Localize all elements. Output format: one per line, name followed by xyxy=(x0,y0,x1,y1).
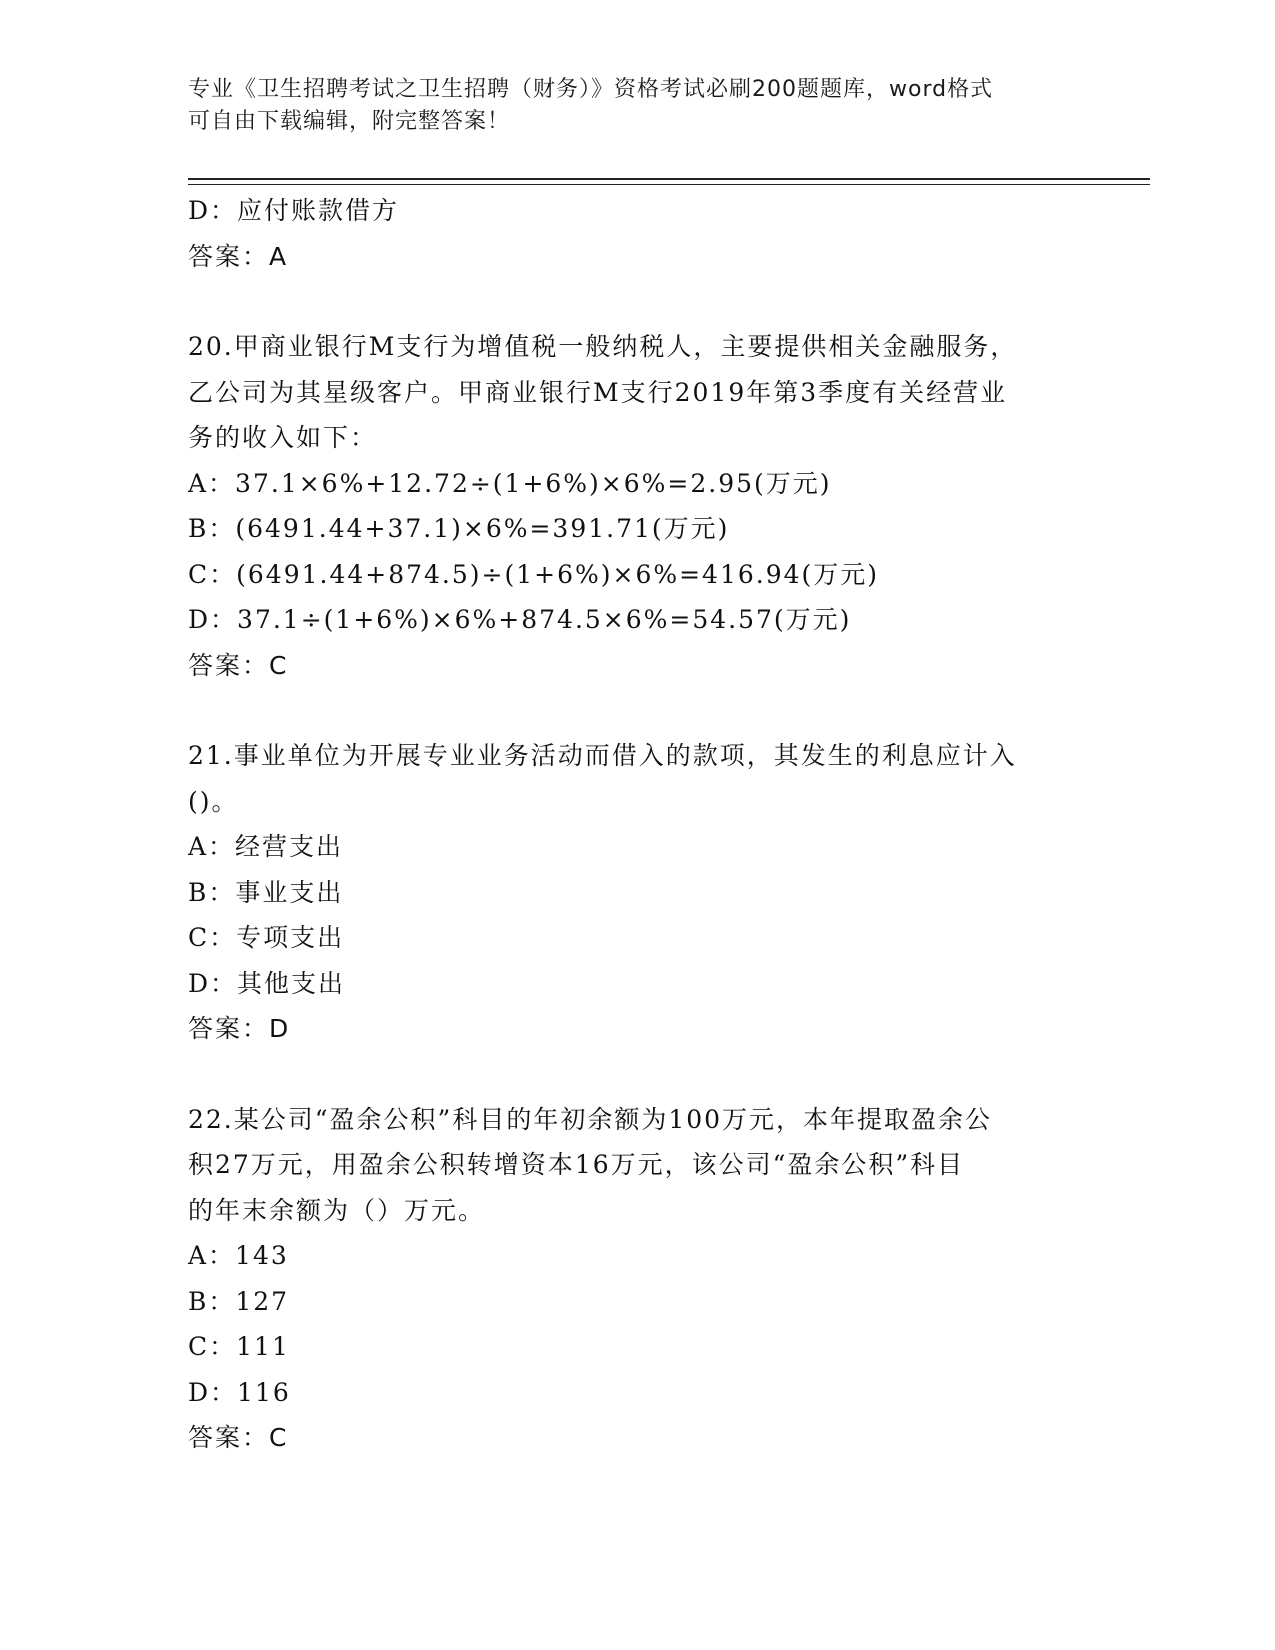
page-header xyxy=(188,74,1068,138)
answer-line: 答案：C xyxy=(188,1423,289,1452)
question-21 xyxy=(188,733,1078,1052)
answer-line: 答案：C xyxy=(188,650,289,680)
option-c: C：111 xyxy=(188,1332,290,1361)
option-d: D：116 xyxy=(188,1377,291,1407)
header-title-line-1: 专业《卫生招聘考试之卫生招聘（财务）》资格考试必刷200题题库，word格式 xyxy=(188,77,994,102)
question-stem: 20.甲商业银行M支行为增值税一般纳税人，主要提供相关金融服务， xyxy=(188,332,1018,361)
option-d: D：37.1÷(1+6%)×6%+874.5×6%=54.57(万元) xyxy=(188,605,852,634)
question-stem: 积27万元，用盈余公积转增资本16万元，该公司“盈余公积”科目 xyxy=(188,1150,965,1179)
document-body xyxy=(188,188,1078,1461)
question-20 xyxy=(188,324,1078,688)
answer-line: 答案：D xyxy=(188,1014,291,1043)
option-d: D：应付账款借方 xyxy=(188,196,400,225)
question-stem: 22.某公司“盈余公积”科目的年初余额为100万元，本年提取盈余公 xyxy=(188,1104,993,1134)
header-divider-thick xyxy=(188,178,1150,180)
option-a: A：37.1×6%+12.72÷(1+6%)×6%=2.95(万元) xyxy=(188,468,832,498)
option-a: A：143 xyxy=(188,1241,289,1270)
answer-line: 答案：A xyxy=(188,241,289,271)
header-title-line-2: 可自由下载编辑，附完整答案！ xyxy=(188,109,511,134)
option-b: B：事业支出 xyxy=(188,877,344,907)
option-c: C：专项支出 xyxy=(188,923,345,952)
question-stem: 乙公司为其星级客户。甲商业银行M支行2019年第3季度有关经营业 xyxy=(188,377,1008,407)
question-stem: 21.事业单位为开展专业业务活动而借入的款项，其发生的利息应计入 xyxy=(188,741,1017,770)
question-stem: 的年末余额为（）万元。 xyxy=(188,1195,486,1225)
option-d: D：其他支出 xyxy=(188,968,346,998)
option-b: B：127 xyxy=(188,1286,290,1316)
question-stem: 务的收入如下： xyxy=(188,423,378,452)
question-22 xyxy=(188,1097,1078,1461)
option-a: A：经营支出 xyxy=(188,832,344,861)
option-b: B：(6491.44+37.1)×6%=391.71(万元) xyxy=(188,514,730,543)
option-c: C：(6491.44+874.5)÷(1+6%)×6%=416.94(万元) xyxy=(188,559,880,589)
header-divider-thin xyxy=(188,184,1150,185)
previous-question-tail xyxy=(188,188,1078,279)
question-stem: ()。 xyxy=(188,786,239,816)
